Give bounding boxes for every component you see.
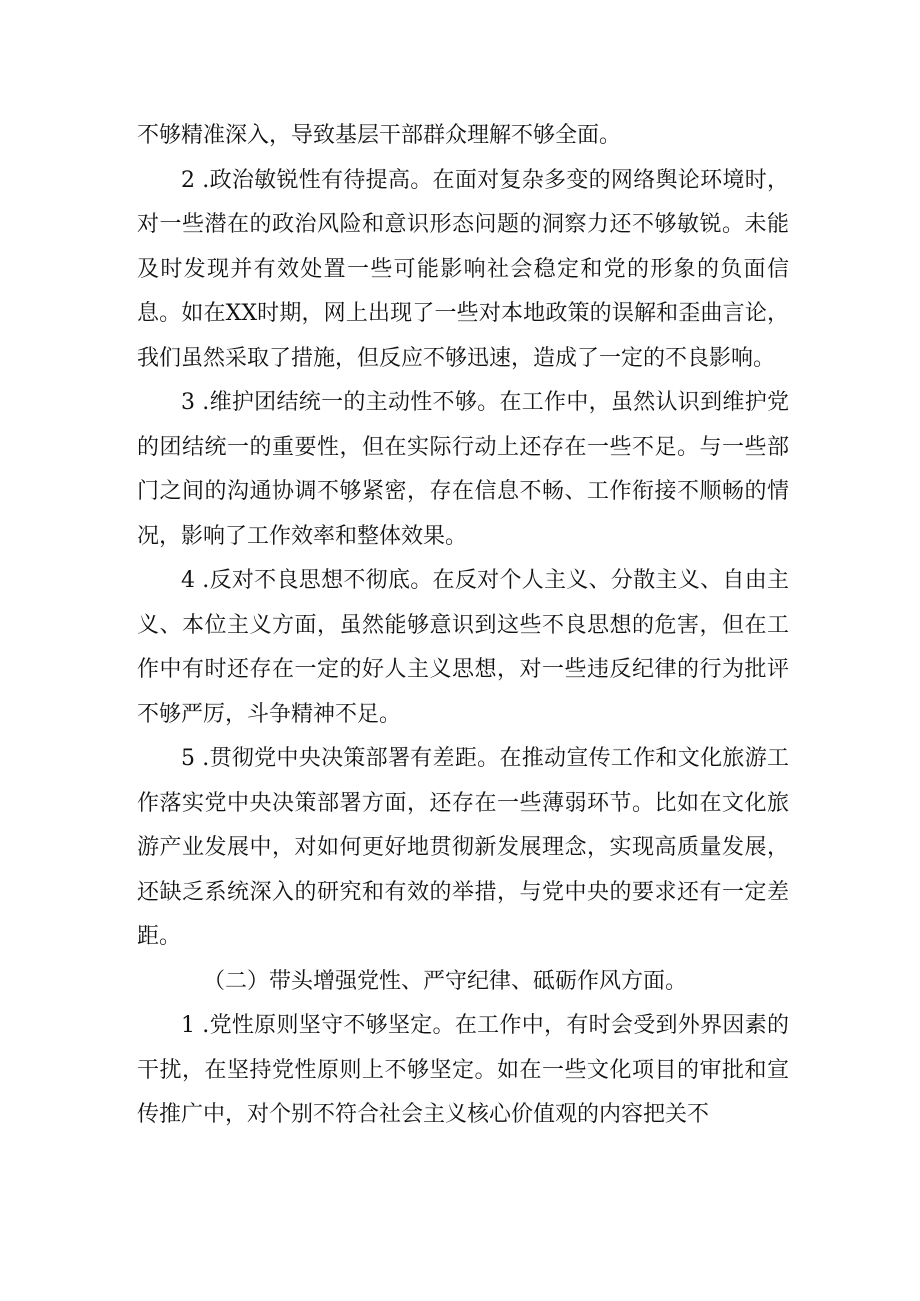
paragraph-text: 贯彻党中央决策部署有差距。在推动宣传工作和文化旅游工作落实党中央决策部署方面，还存在一些薄弱环节。比如在文化旅游产业发展中，对如何更好地贯彻新发展理念，实现高质量发展，还缺乏系统深入的研究和有效的举措，与党中央的要求还有一定差距。 — [137, 746, 789, 949]
paragraph-text: 维护团结统一的主动性不够。在工作中，虽然认识到维护党的团结统一的重要性，但在实际行动上还存在一些不足。与一些部门之间的沟通协调不够紧密，存在信息不畅、工作衔接不顺畅的情况，影响了工作效率和整体效果。 — [137, 390, 789, 549]
paragraph-text: 政治敏锐性有待提高。在面对复杂多变的网络舆论环境时，对一些潜在的政治风险和意识形态问题的洞察力还不够敏锐。未能及时发现并有效处置一些可能影响社会稳定和党的形象的负面信息。如在XX时期，网上出现了一些对本地政策的误解和歪曲言论，我们虽然采取了措施，但反应不够迅速，造成了一定的不良影响。 — [137, 167, 789, 371]
item-number: 1 — [181, 1013, 195, 1038]
item-separator: . — [195, 1013, 210, 1038]
list-item-1 — [137, 1004, 789, 1138]
item-number: 2 — [181, 167, 195, 193]
item-number: 5 — [181, 746, 195, 771]
item-separator: . — [195, 568, 210, 593]
item-separator: . — [195, 167, 210, 193]
paragraph-continuation — [137, 114, 789, 159]
item-number: 3 — [181, 390, 195, 415]
item-number: 4 — [181, 568, 195, 593]
list-item-3 — [137, 381, 789, 559]
item-separator: . — [195, 746, 210, 771]
paragraph-text: 反对不良思想不彻底。在反对个人主义、分散主义、自由主义、本位主义方面，虽然能够意识到这些不良思想的危害，但在工作中有时还存在一定的好人主义思想，对一些违反纪律的行为批评不够严厉，斗争精神不足。 — [137, 568, 789, 727]
list-item-5 — [137, 737, 789, 960]
paragraph-text: 不够精准深入，导致基层干部群众理解不够全面。 — [137, 123, 622, 148]
item-separator: . — [195, 390, 210, 415]
paragraph-text: 党性原则坚守不够坚定。在工作中，有时会受到外界因素的干扰，在坚持党性原则上不够坚定。如在一些文化项目的审批和宣传推广中，对个别不符合社会主义核心价值观的内容把关不 — [137, 1013, 789, 1127]
document-body — [137, 114, 789, 1138]
section-heading — [137, 960, 789, 1005]
heading-text: （二）带头增强党性、严守纪律、砥砺作风方面。 — [203, 968, 688, 994]
list-item-2 — [137, 159, 789, 382]
list-item-4 — [137, 559, 789, 737]
